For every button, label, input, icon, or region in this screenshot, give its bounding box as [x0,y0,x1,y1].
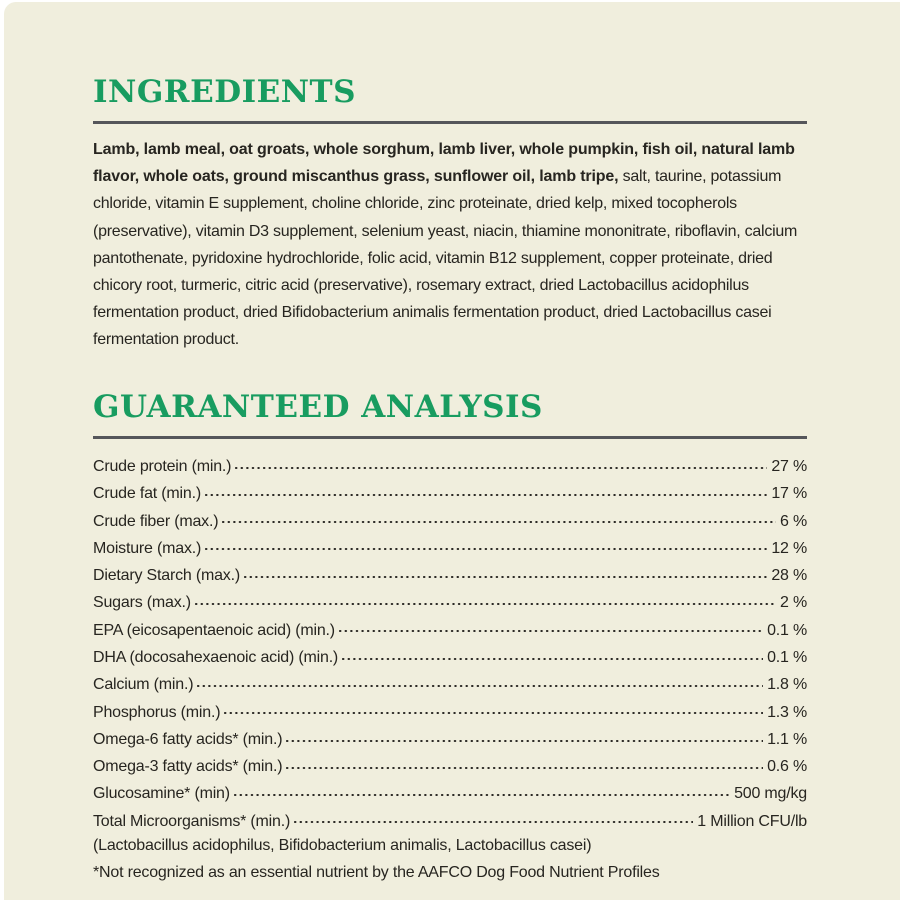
analysis-row [93,723,807,750]
nutrient-value: 1.1 % [767,730,807,748]
nutrient-value: 0.6 % [767,758,807,776]
nutrient-label: Moisture (max.) [93,539,202,557]
nutrient-value: 0.1 % [767,649,807,666]
analysis-row [93,750,807,777]
analysis-row [93,477,807,504]
analysis-row [93,668,807,695]
pet-food-label [4,2,900,900]
dot-leader [294,821,693,823]
nutrient-label: EPA (eicosapentaenoic acid) (min.) [93,621,335,639]
dot-leader [195,603,776,605]
analysis-row [93,532,807,559]
guaranteed-analysis-divider [93,436,807,439]
aafco-footnote: *Not recognized as an essential nutrient by the AAFCO Dog Food Nutrient Profiles [93,864,660,882]
nutrient-value: 6 % [780,512,807,530]
dot-leader [205,494,767,496]
analysis-table [93,450,807,832]
nutrient-label: Sugars (max.) [93,594,191,612]
analysis-row [93,641,807,668]
dot-leader [339,630,763,632]
nutrient-value: 0.1 % [767,621,807,639]
nutrient-label: Total Microorganisms* (min.) [93,812,291,830]
dot-leader [205,548,767,550]
guaranteed-analysis-section [93,388,807,887]
analysis-row [93,613,807,640]
nutrient-label: Dietary Starch (max.) [93,567,240,585]
nutrient-label: Omega-6 fatty acids* (min.) [93,730,283,748]
nutrient-value: 28 % [771,567,807,585]
dot-leader [244,576,767,578]
analysis-row [93,804,807,831]
dot-leader [234,794,730,796]
nutrient-label: Calcium (min.) [93,676,194,694]
ingredients-secondary-list: salt, taurine, potassium chloride, vitamin E supplement, choline chloride, zinc proteinate, dried kelp, mixed tocopherols (preservative), vitamin D3 supplement, selenium yeast, niacin, thiamine mononitrate, riboflavin, calcium pantothenate, pyridoxine hydrochloride, folic acid, vitamin B12 supplement, copper proteinate, dried chicory root, turmeric, citric acid (preservative), rosemary extract, dried Lactobacillus acidophilus fermentation product, dried Bifidobacterium animalis fermentation product, dried Lactobacillus casei fermentation product. [93,168,798,349]
ingredients-divider [93,121,807,124]
dot-leader [222,521,776,523]
nutrient-value: 500 mg/kg [734,785,807,803]
nutrient-value: 1.8 % [767,676,807,694]
dot-leader [286,767,763,769]
ingredients-text [93,136,807,354]
nutrient-value: 27 % [771,457,807,475]
ingredients-primary-list: Lamb, lamb meal, oat groats, whole sorghum, lamb liver, whole pumpkin, fish oil, natural lamb flavor, whole oats, ground miscanthus grass, sunflower oil, lamb tripe, [93,141,795,186]
analysis-row [93,777,807,804]
ingredients-title: INGREDIENTS [93,74,357,110]
analysis-row [93,695,807,722]
nutrient-label: Crude protein (min.) [93,457,232,475]
dot-leader [197,685,763,687]
ingredients-section [93,76,807,354]
analysis-row [93,586,807,613]
nutrient-label: Glucosamine* (min) [93,785,230,803]
nutrient-label: Omega-3 fatty acids* (min.) [93,758,283,776]
dot-leader [342,658,763,660]
nutrient-value: 12 % [771,539,807,557]
nutrient-label: Phosphorus (min.) [93,703,221,721]
microorganisms-species-note: (Lactobacillus acidophilus, Bifidobacterium animalis, Lactobacillus casei) [93,836,592,854]
dot-leader [235,467,767,469]
guaranteed-analysis-title: GUARANTEED ANALYSIS [93,388,543,425]
analysis-row [93,450,807,477]
nutrient-value: 1 Million CFU/lb [697,812,807,830]
analysis-row [93,504,807,531]
dot-leader [224,712,763,714]
nutrient-value: 1.3 % [767,703,807,721]
nutrient-label: Crude fiber (max.) [93,512,219,530]
dot-leader [286,740,763,742]
nutrient-value: 17 % [771,485,807,503]
nutrient-label: Crude fat (min.) [93,485,201,503]
analysis-row [93,559,807,586]
nutrient-value: 2 % [780,594,807,612]
nutrient-label: DHA (docosahexaenoic acid) (min.) [93,649,339,666]
